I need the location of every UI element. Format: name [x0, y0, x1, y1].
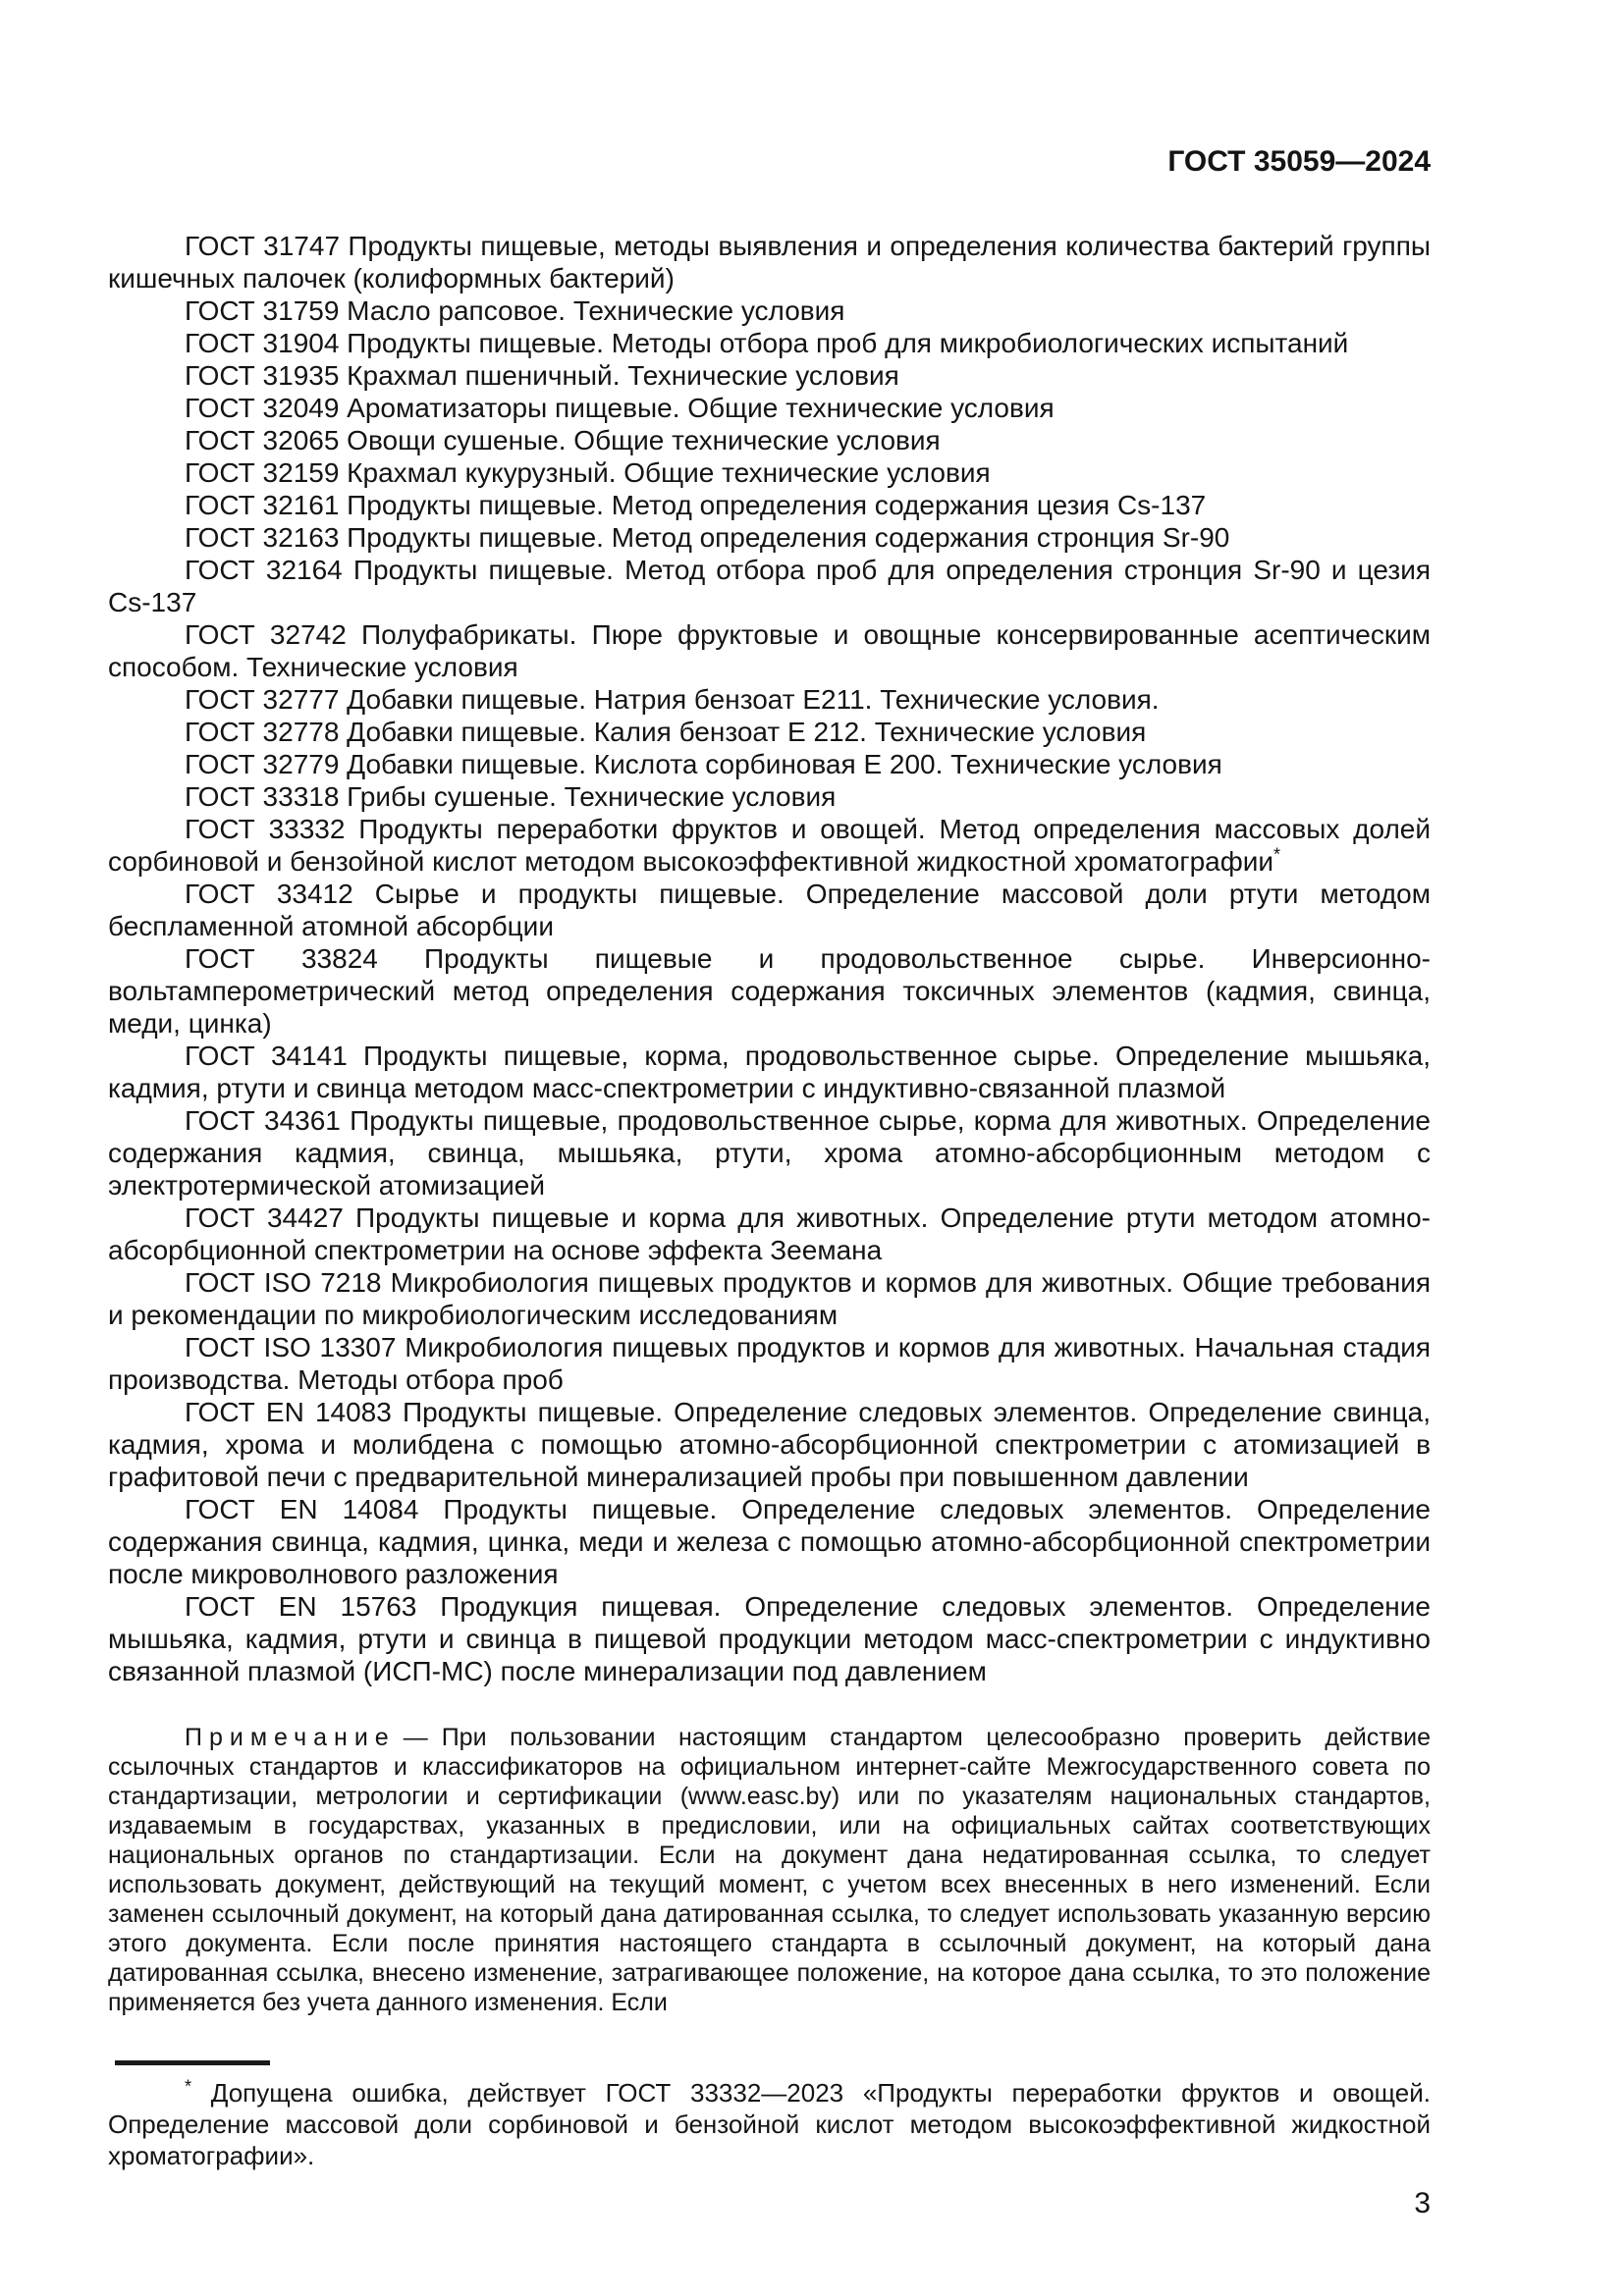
reference-item: ГОСТ 31747 Продукты пищевые, методы выявления и определения количества бактерий группы кишечных палочек (колиформных бактерий): [108, 231, 1431, 294]
footnote-ref-marker: *: [1273, 844, 1281, 865]
footnote-text: Допущена ошибка, действует ГОСТ 33332—2023 «Продукты переработки фруктов и овощей. Определение массовой доли сорбиновой и бензойной кислот методом высокоэффективной жидкостной хроматографии».: [108, 2078, 1431, 2170]
reference-item: ГОСТ 32161 Продукты пищевые. Метод определения содержания цезия Cs-137: [185, 490, 1207, 520]
note-paragraph: [108, 1723, 1431, 2017]
reference-item: ГОСТ 33332 Продукты переработки фруктов и овощей. Метод определения массовых долей сорбиновой и бензойной кислот методом высокоэффективной жидкостной хроматографии*: [108, 814, 1431, 877]
reference-item: ГОСТ 31759 Масло рапсовое. Технические условия: [185, 295, 845, 326]
reference-item: ГОСТ 32742 Полуфабрикаты. Пюре фруктовые и овощные консервированные асептическим способом. Технические условия: [108, 619, 1431, 682]
reference-item: ГОСТ 31904 Продукты пищевые. Методы отбора проб для микробиологических испытаний: [185, 328, 1349, 358]
references-section: [108, 230, 1431, 2017]
reference-item: ГОСТ 32779 Добавки пищевые. Кислота сорбиновая Е 200. Технические условия: [185, 749, 1222, 779]
page-number: 3: [1414, 2187, 1431, 2219]
reference-item: ГОСТ 33318 Грибы сушеные. Технические условия: [185, 781, 837, 812]
reference-item: ГОСТ ISO 7218 Микробиология пищевых продуктов и кормов для животных. Общие требования и рекомендации по микробиологическим исследованиям: [108, 1267, 1431, 1330]
note-dash: —: [403, 1724, 428, 1751]
note-text: При пользовании настоящим стандартом целесообразно проверить действие ссылочных стандартов и классификаторов на официальном интернет-сайте Межгосударственного совета по стандартизации, метрологии и сертификации (www.easc.by) или по указателям национальных стандартов, издаваемым в государствах, указанных в предисловии, или на официальных сайтах соответствующих национальных органов по стандартизации. Если на документ дана недатированная ссылка, то следует использовать документ, действующий на текущий момент, с учетом всех внесенных в него изменений. Если заменен ссылочный документ, на который дана датированная ссылка, то следует использовать указанную версию этого документа. Если после принятия настоящего стандарта в ссылочный документ, на который дана датированная ссылка, внесено изменение, затрагивающее положение, на которое дана ссылка, то это положение применяется без учета данного изменения. Если: [108, 1724, 1431, 2016]
reference-item: ГОСТ 33412 Сырье и продукты пищевые. Определение массовой доли ртути методом беспламенной атомной абсорбции: [108, 879, 1431, 941]
reference-item: ГОСТ EN 15763 Продукция пищевая. Определение следовых элементов. Определение мышьяка, кадмия, ртути и свинца в пищевой продукции методом масс-спектрометрии с индуктивно связанной плазмой (ИСП-МС) после минерализации под давлением: [108, 1591, 1431, 1686]
standard-number: ГОСТ 35059—2024: [1167, 145, 1431, 178]
reference-item: ГОСТ EN 14084 Продукты пищевые. Определение следовых элементов. Определение содержания свинца, кадмия, цинка, меди и железа с помощью атомно-абсорбционной спектрометрии после микроволнового разложения: [108, 1494, 1431, 1589]
reference-item: ГОСТ 31935 Крахмал пшеничный. Технические условия: [185, 360, 899, 391]
reference-item: ГОСТ 33824 Продукты пищевые и продовольственное сырье. Инверсионно-вольтамперометрический метод определения содержания токсичных элементов (кадмия, свинца, меди, цинка): [108, 943, 1431, 1039]
reference-item: ГОСТ 32164 Продукты пищевые. Метод отбора проб для определения стронция Sr-90 и цезия Cs-137: [108, 555, 1431, 617]
note-label: Примечание: [185, 1724, 396, 1751]
reference-item: ГОСТ EN 14083 Продукты пищевые. Определение следовых элементов. Определение свинца, кадмия, хрома и молибдена с помощью атомно-абсорбционной спектрометрии с атомизацией в графитовой печи с предварительной минерализацией пробы при повышенном давлении: [108, 1397, 1431, 1492]
reference-item: ГОСТ 32777 Добавки пищевые. Натрия бензоат Е211. Технические условия.: [185, 684, 1160, 715]
page-header: [108, 145, 1431, 179]
reference-item: ГОСТ 32049 Ароматизаторы пищевые. Общие технические условия: [185, 393, 1055, 423]
reference-item: ГОСТ 32065 Овощи сушеные. Общие технические условия: [185, 425, 941, 455]
reference-item: ГОСТ 34361 Продукты пищевые, продовольственное сырье, корма для животных. Определение содержания кадмия, свинца, мышьяка, ртути, хрома атомно-абсорбционным методом с электротермической атомизацией: [108, 1105, 1431, 1201]
references-list: [108, 230, 1431, 1687]
reference-item: ГОСТ 32163 Продукты пищевые. Метод определения содержания стронция Sr-90: [185, 522, 1230, 553]
reference-item: ГОСТ 34141 Продукты пищевые, корма, продовольственное сырье. Определение мышьяка, кадмия, ртути и свинца методом масс-спектрометрии с индуктивно-связанной плазмой: [108, 1041, 1431, 1103]
reference-item: ГОСТ 32778 Добавки пищевые. Калия бензоат Е 212. Технические условия: [185, 717, 1147, 747]
reference-item: ГОСТ 34427 Продукты пищевые и корма для животных. Определение ртути методом атомно-абсорбционной спектрометрии на основе эффекта Зеемана: [108, 1202, 1431, 1265]
reference-item: ГОСТ 32159 Крахмал кукурузный. Общие технические условия: [185, 457, 991, 488]
footnote-marker: *: [185, 2076, 192, 2097]
footnote: [108, 2077, 1431, 2171]
reference-item: ГОСТ ISO 13307 Микробиология пищевых продуктов и кормов для животных. Начальная стадия производства. Методы отбора проб: [108, 1332, 1431, 1395]
footnote-rule: [115, 2060, 270, 2065]
